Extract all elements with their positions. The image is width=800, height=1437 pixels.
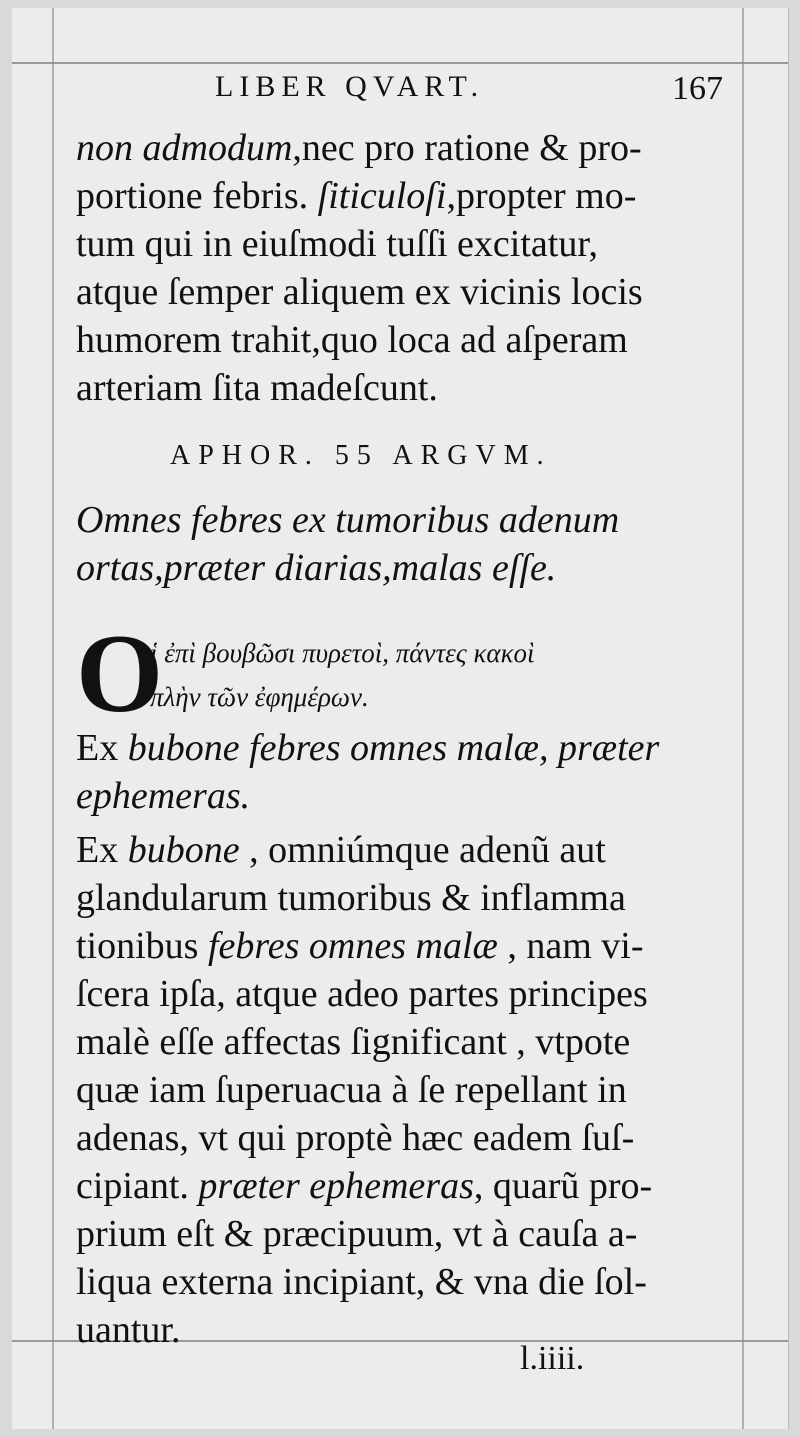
text-run: præter ephemeras: [198, 1165, 474, 1207]
text-run: arteriam ſita madeſcunt.: [76, 367, 438, 409]
text-run: non admodum: [76, 127, 293, 169]
text-run: glandularum tumoribus & inflamma: [76, 877, 626, 919]
text-line: [76, 220, 736, 268]
text-run: ſiticuloſi: [317, 175, 447, 217]
text-line: [76, 970, 736, 1018]
text-line: [76, 268, 736, 316]
argument-line: ortas,præter diarias,malas eſſe.: [76, 547, 557, 589]
greek-line-2: πλὴν τῶν ἐφημέρων.: [150, 682, 369, 712]
top-rule: [12, 62, 788, 64]
greek-dropcap: O: [76, 612, 164, 736]
text-run: , omniúmque adenũ aut: [239, 829, 606, 871]
text-line: [76, 1018, 736, 1066]
text-run: , nam vi-: [497, 925, 644, 967]
intro-paragraph: [76, 124, 736, 412]
running-header: [215, 70, 735, 107]
latin-translation: [76, 724, 736, 820]
argument-line: Omnes febres ex tumoribus adenum: [76, 499, 620, 541]
text-run: , quarũ pro-: [473, 1165, 653, 1207]
text-line: [76, 1162, 736, 1210]
left-margin-rule: [52, 8, 54, 1429]
page-number: 167: [672, 70, 723, 107]
text-line: [76, 1210, 736, 1258]
text-run: bubone febres omnes malæ, præter: [127, 727, 660, 769]
text-run: ,nec pro ratione & pro-: [292, 127, 642, 169]
text-line: [76, 316, 736, 364]
running-title: LIBER QVART.: [215, 70, 485, 103]
text-run: quæ iam ſuperuacua à ſe repellant in: [76, 1069, 627, 1111]
signature-mark: l.iiii.: [520, 1340, 585, 1377]
text-line: [76, 1258, 736, 1306]
text-run: Ex: [76, 829, 128, 871]
text-run: uantur.: [76, 1309, 181, 1351]
text-run: bubone: [127, 829, 240, 871]
text-run: portione febris.: [76, 175, 318, 217]
text-run: tionibus: [76, 925, 208, 967]
text-line: [76, 124, 736, 172]
text-run: ephemeras.: [76, 775, 251, 817]
text-run: Ex: [76, 727, 128, 769]
text-run: ſcera ipſa, atque adeo partes principes: [76, 973, 648, 1015]
text-line: [76, 724, 736, 772]
text-line: [76, 1066, 736, 1114]
text-line: [76, 364, 736, 412]
text-run: atque ſemper aliquem ex vicinis locis: [76, 271, 643, 313]
text-line: [76, 874, 736, 922]
text-line: [76, 1306, 736, 1354]
greek-line-1: ἱ ἐπὶ βουβῶσι πυρετοὶ, πάντες κακοὶ: [150, 638, 535, 668]
aphorism-argument: [76, 496, 736, 592]
text-line: [76, 922, 736, 970]
text-run: humorem trahit,quo loca ad aſperam: [76, 319, 628, 361]
text-run: febres omnes malæ: [207, 925, 498, 967]
text-run: cipiant.: [76, 1165, 199, 1207]
right-margin-rule: [742, 8, 744, 1429]
text-run: adenas, vt qui proptè hæc eadem ſuſ-: [76, 1117, 635, 1159]
text-line: [76, 826, 736, 874]
text-line: [76, 1114, 736, 1162]
text-line: [76, 772, 736, 820]
text-run: liqua externa incipiant, & vna die ſol-: [76, 1261, 647, 1303]
text-run: prium eſt & præcipuum, vt à cauſa a-: [76, 1213, 638, 1255]
text-run: malè eſſe affectas ſignificant , vtpote: [76, 1021, 631, 1063]
aphorism-heading: APHOR. 55 ARGVM.: [170, 440, 552, 471]
text-run: tum qui in eiuſmodi tuſſi excitatur,: [76, 223, 598, 265]
text-run: ,propter mo-: [446, 175, 637, 217]
text-line: [76, 172, 736, 220]
commentary-paragraph: [76, 826, 736, 1354]
